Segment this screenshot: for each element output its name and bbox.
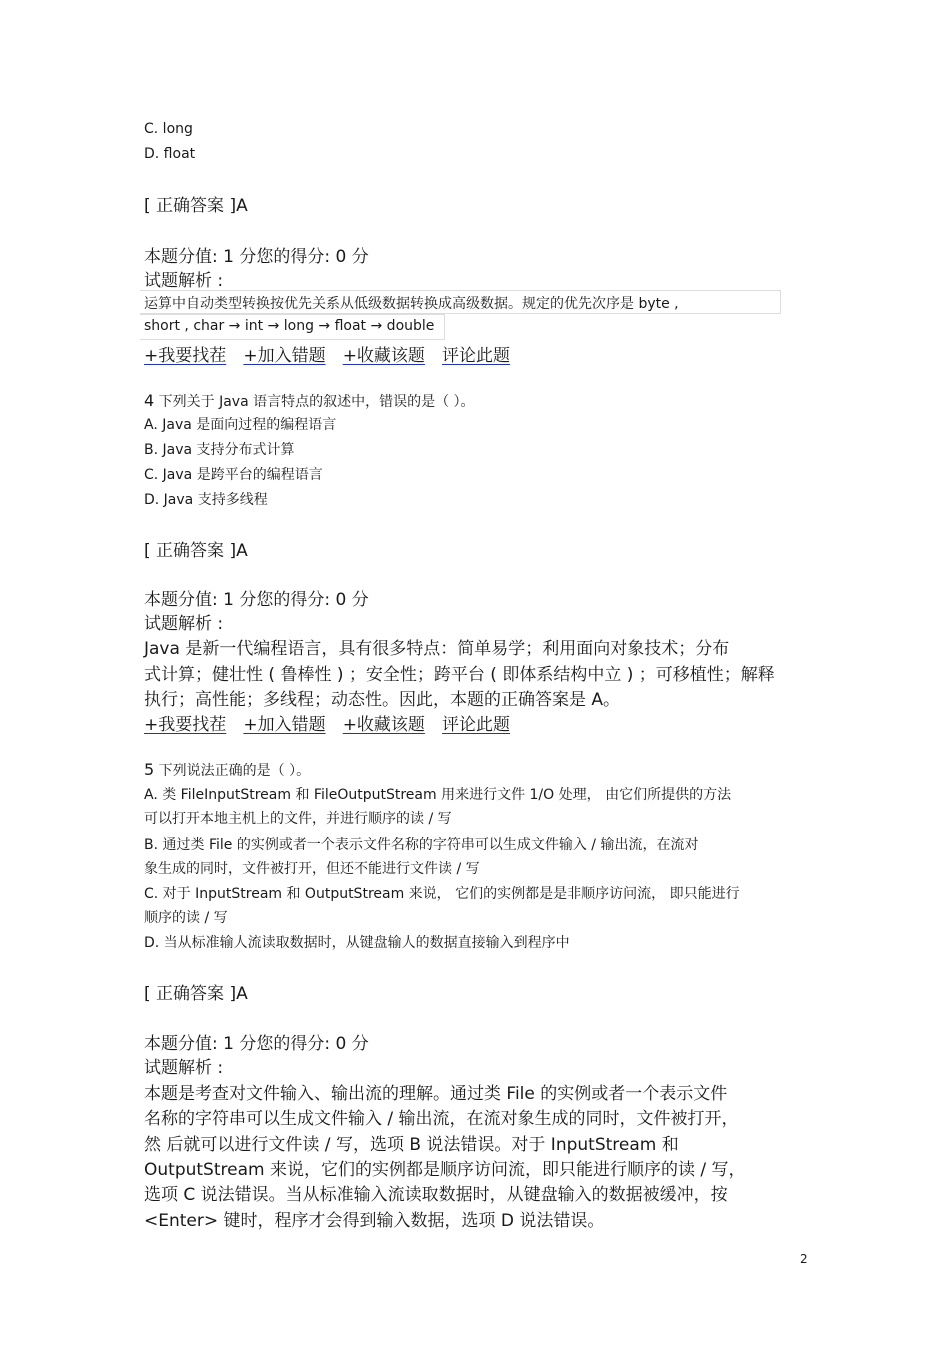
q3-score: 本题分值: 1 分您的得分: 0 分: [144, 247, 369, 267]
add-wrong-link[interactable]: +加入错题: [243, 715, 326, 735]
q5-option-b-line-1: B. 通过类 File 的实例或者一个表示文件名称的字符串可以生成文件输入 / 输出流，在流对: [144, 837, 699, 853]
q4-option-a: A. Java 是面向过程的编程语言: [144, 417, 337, 433]
favorite-link[interactable]: +收藏该题: [342, 715, 425, 735]
q4-analysis-line-2: 式计算；健壮性 ( 鲁棒性 ) ；安全性；跨平台 ( 即体系结构中立 ) ；可移植性；解释: [144, 665, 775, 685]
q5-option-a-line-1: A. 类 FileInputStream 和 FileOutputStream 用来进行文件 1/O 处理， 由它们所提供的方法: [144, 787, 732, 803]
q5-analysis-line-6: <Enter> 键时，程序才会得到输入数据，选项 D 说法错误。: [144, 1211, 605, 1231]
q3-option-c: C. long: [144, 121, 193, 137]
q5-option-c-line-2: 顺序的读 / 写: [144, 910, 228, 926]
q4-option-d: D. Java 支持多线程: [144, 492, 268, 508]
q4-option-b: B. Java 支持分布式计算: [144, 442, 295, 458]
comment-link[interactable]: 评论此题: [442, 715, 511, 735]
page-number: 2: [800, 1252, 808, 1266]
q5-analysis-line-3: 然 后就可以进行文件读 / 写，选项 B 说法错误。对于 InputStream 和: [144, 1135, 679, 1155]
q5-question: [144, 760, 310, 780]
q4-option-c: C. Java 是跨平台的编程语言: [144, 467, 323, 483]
favorite-link[interactable]: +收藏该题: [342, 346, 425, 366]
q4-action-links: [144, 710, 522, 735]
q4-analysis-line-1: Java 是新一代编程语言，具有很多特点：简单易学；利用面向对象技术；分布: [144, 639, 730, 659]
q5-analysis-line-2: 名称的字符串可以生成文件输入 / 输出流，在流对象生成的同时，文件被打开，: [144, 1109, 739, 1129]
q5-answer: [ 正确答案 ]A: [144, 984, 248, 1004]
q5-question-text: 下列说法正确的是（ ）。: [158, 763, 311, 779]
q5-option-a-line-2: 可以打开本地主机上的文件，并进行顺序的读 / 写: [144, 811, 452, 827]
q4-question-text: 下列关于 Java 语言特点的叙述中，错误的是（ ）。: [158, 394, 475, 410]
q3-action-links: [144, 341, 522, 366]
q5-option-b-line-2: 象生成的同时，文件被打开，但还不能进行文件读 / 写: [144, 861, 480, 877]
q4-number: 4: [144, 391, 155, 410]
q5-score: 本题分值: 1 分您的得分: 0 分: [144, 1034, 369, 1054]
q5-option-d: D. 当从标准输人流读取数据时，从键盘输人的数据直接输入到程序中: [144, 935, 570, 951]
q5-analysis-line-1: 本题是考查对文件输入、输出流的理解。通过类 File 的实例或者一个表示文件: [144, 1084, 728, 1104]
q4-analysis-label: 试题解析 :: [144, 614, 224, 634]
q4-score: 本题分值: 1 分您的得分: 0 分: [144, 590, 369, 610]
q4-analysis-line-3: 执行；高性能；多线程；动态性。因此，本题的正确答案是 A。: [144, 690, 621, 710]
q5-number: 5: [144, 760, 155, 779]
q5-option-c-line-1: C. 对于 InputStream 和 OutputStream 来说， 它们的实例都是是非顺序访问流， 即只能进行: [144, 886, 740, 902]
q5-analysis-line-5: 选项 C 说法错误。当从标准输入流读取数据时，从键盘输入的数据被缓冲，按: [144, 1185, 728, 1205]
q3-option-d: D. float: [144, 146, 196, 162]
q3-analysis-label: 试题解析 :: [144, 271, 224, 291]
report-error-link[interactable]: +我要找茬: [144, 715, 227, 735]
q3-analysis-line-2: short , char → int → long → float → double: [144, 318, 435, 334]
report-error-link[interactable]: +我要找茬: [144, 346, 227, 366]
q3-analysis-line-1: 运算中自动类型转换按优先关系从低级数据转换成高级数据。规定的优先次序是 byte ,: [144, 296, 679, 312]
q5-analysis-line-4: OutputStream 来说，它们的实例都是顺序访问流，即只能进行顺序的读 / 写，: [144, 1160, 746, 1180]
q5-analysis-label: 试题解析 :: [144, 1058, 224, 1078]
q4-question: [144, 391, 475, 411]
comment-link[interactable]: 评论此题: [442, 346, 511, 366]
q3-answer: [ 正确答案 ]A: [144, 196, 248, 216]
q4-answer: [ 正确答案 ]A: [144, 541, 248, 561]
add-wrong-link[interactable]: +加入错题: [243, 346, 326, 366]
